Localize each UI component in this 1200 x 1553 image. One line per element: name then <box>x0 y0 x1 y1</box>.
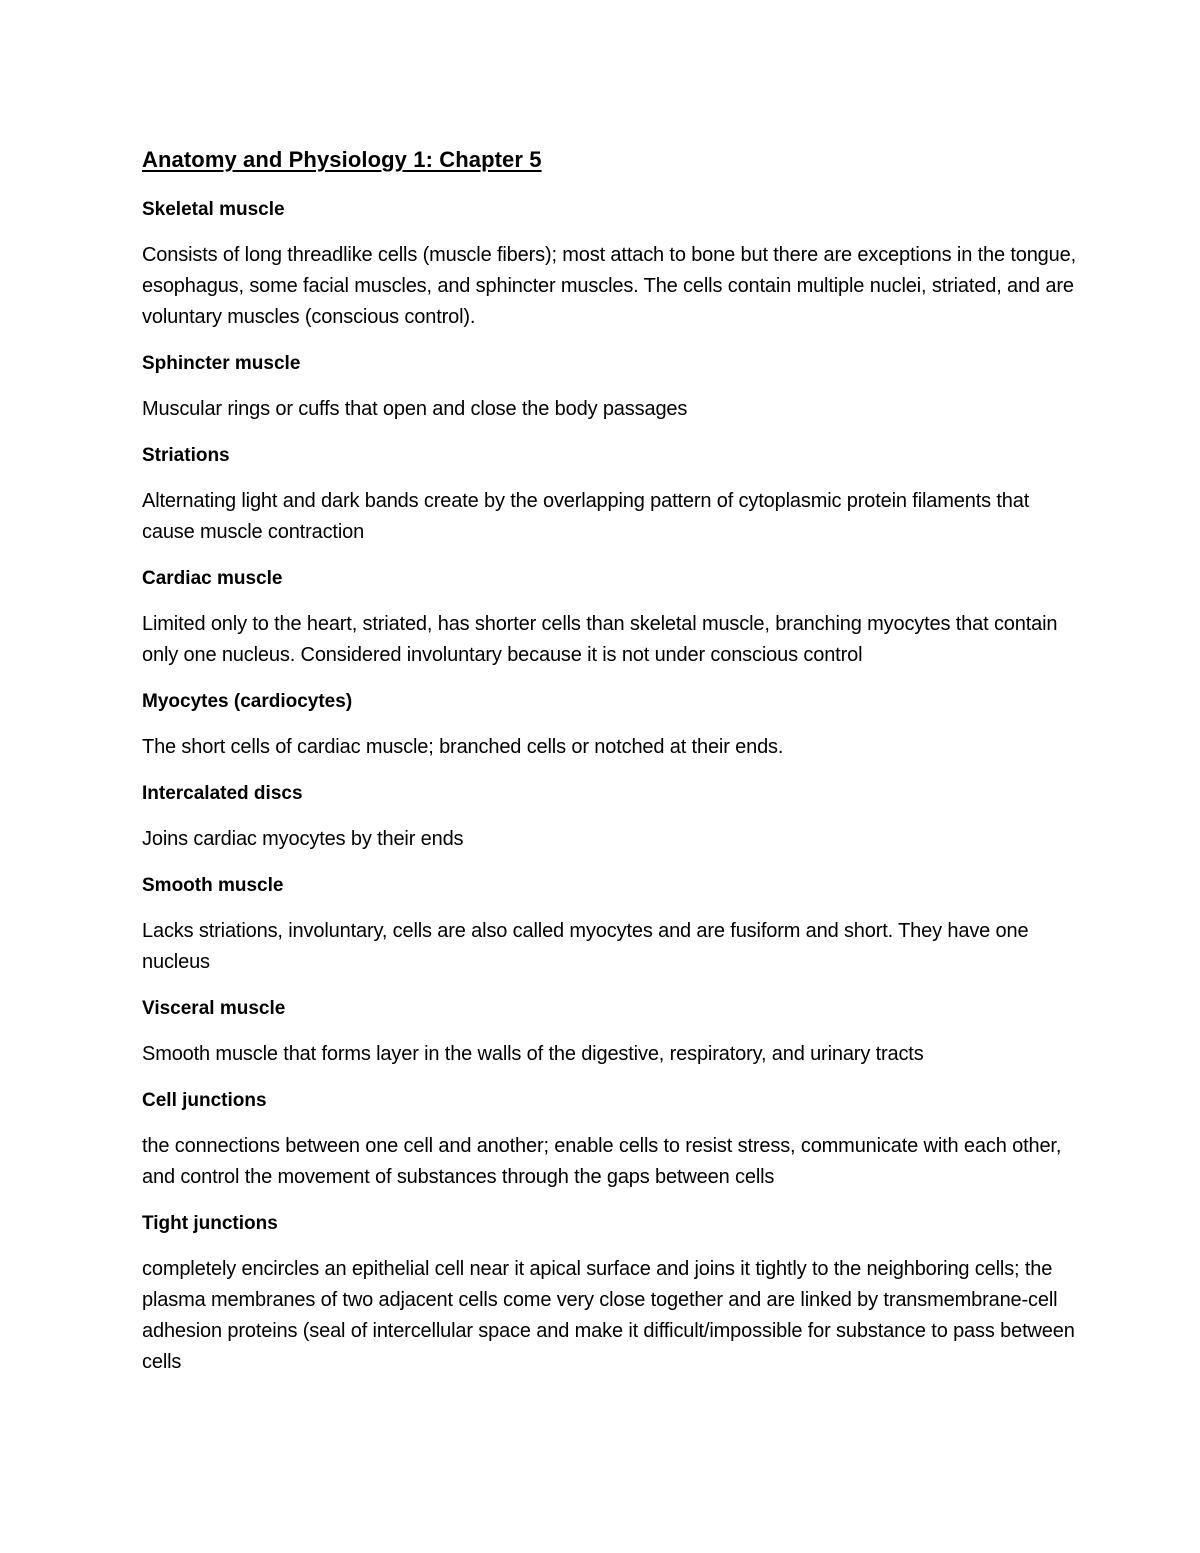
definition-smooth-muscle: Lacks striations, involuntary, cells are also called myocytes and are fusiform and short. They have one nucleus <box>142 920 1029 973</box>
definition-cell-junctions: the connections between one cell and another; enable cells to resist stress, communicate with each other, and control the movement of substances through the gaps between cells <box>142 1135 1062 1188</box>
definition-intercalated-discs: Joins cardiac myocytes by their ends <box>142 828 464 850</box>
definition-striations: Alternating light and dark bands create by the overlapping pattern of cytoplasmic protein filaments that cause muscle contraction <box>142 490 1030 543</box>
term-smooth-muscle: Smooth muscle <box>142 875 284 896</box>
term-myocytes: Myocytes (cardiocytes) <box>142 691 353 712</box>
definition-sphincter-muscle: Muscular rings or cuffs that open and close the body passages <box>142 398 688 420</box>
term-cardiac-muscle: Cardiac muscle <box>142 568 283 589</box>
term-skeletal-muscle: Skeletal muscle <box>142 199 285 220</box>
definition-visceral-muscle: Smooth muscle that forms layer in the walls of the digestive, respiratory, and urinary tracts <box>142 1043 924 1065</box>
definition-myocytes: The short cells of cardiac muscle; branched cells or notched at their ends. <box>142 736 784 758</box>
document-page <box>142 144 1077 1393</box>
term-cell-junctions: Cell junctions <box>142 1090 267 1111</box>
term-tight-junctions: Tight junctions <box>142 1213 278 1234</box>
term-striations: Striations <box>142 445 230 466</box>
document-title: Anatomy and Physiology 1: Chapter 5 <box>142 147 542 172</box>
definition-skeletal-muscle: Consists of long threadlike cells (muscle fibers); most attach to bone but there are exceptions in the tongue, esophagus, some facial muscles, and sphincter muscles. The cells contain multiple nuclei, striated, and are voluntary muscles (conscious control). <box>142 244 1077 328</box>
term-visceral-muscle: Visceral muscle <box>142 998 286 1019</box>
term-sphincter-muscle: Sphincter muscle <box>142 353 301 374</box>
definition-cardiac-muscle: Limited only to the heart, striated, has shorter cells than skeletal muscle, branching myocytes that contain only one nucleus. Considered involuntary because it is not under conscious control <box>142 613 1058 666</box>
definition-tight-junctions: completely encircles an epithelial cell near it apical surface and joins it tightly to the neighboring cells; the plasma membranes of two adjacent cells come very close together and are linked by transmembrane-cell adhesion proteins (seal of intercellular space and make it difficult/impossible for substance to pass between cells <box>142 1258 1075 1373</box>
term-intercalated-discs: Intercalated discs <box>142 783 303 804</box>
